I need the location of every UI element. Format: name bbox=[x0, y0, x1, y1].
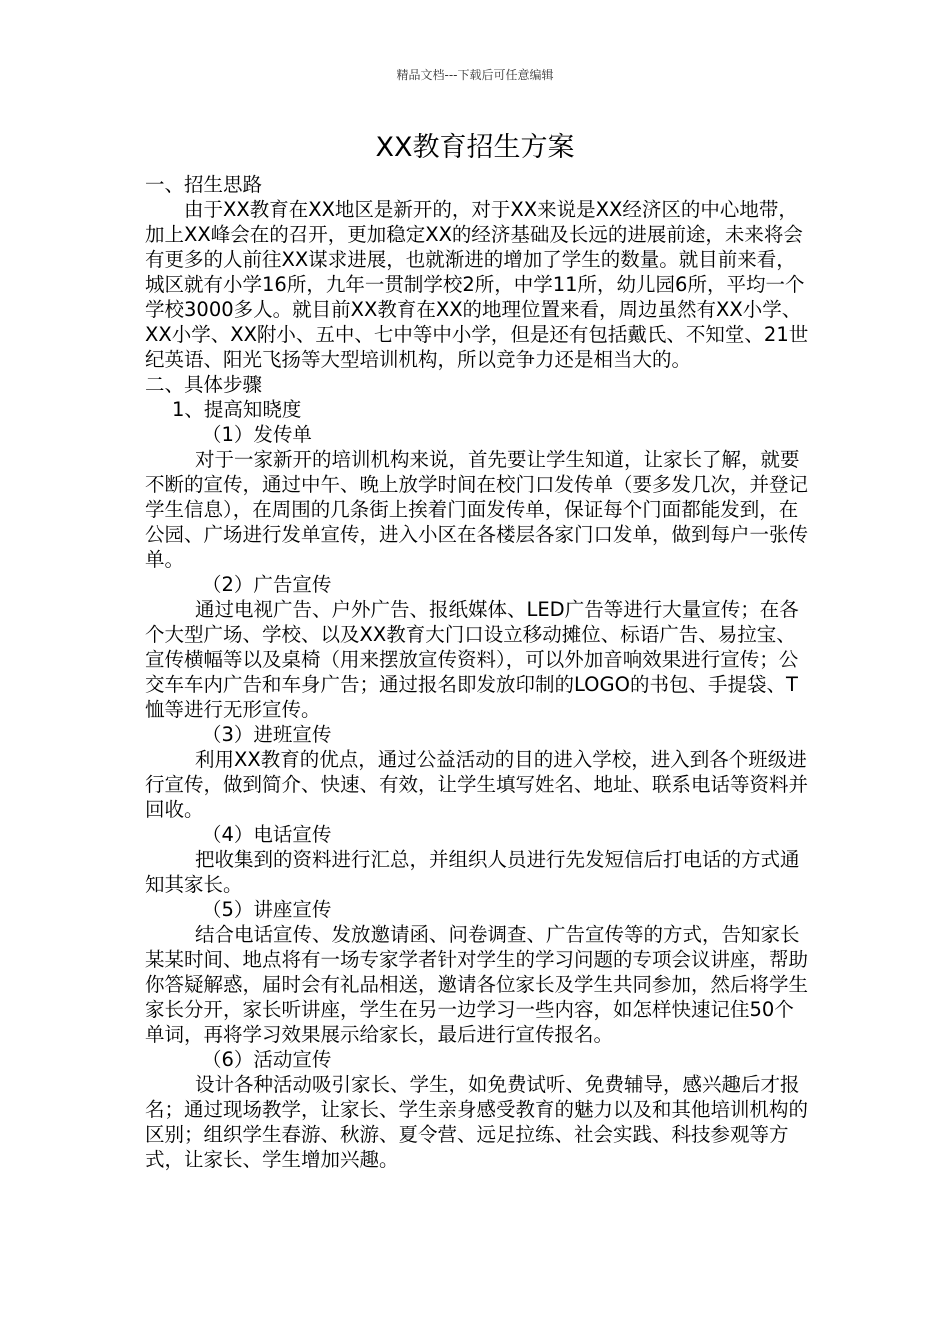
item-paragraph: 利用XX教育的优点，通过公益活动的目的进入学校，进入到各个班级进行宣传，做到简介、快速、有效，让学生填写姓名、地址、联系电话等资料并回收。 bbox=[145, 748, 809, 821]
section-heading-2: 二、具体步骤 bbox=[145, 373, 263, 396]
item-heading: （3）进班宣传 bbox=[202, 723, 332, 746]
document-title: XX教育招生方案 bbox=[375, 132, 575, 163]
item-paragraph: 结合电话宣传、发放邀请函、问卷调查、广告宣传等的方式，告知家长某某时间、地点将有一场专家学者针对学生的学习问题的专项会议讲座，帮助你答疑解惑，届时会有礼品相送，邀请各位家长及学生共同参加，然后将学生家长分开，家长听讲座，学生在另一边学习一些内容，如怎样快速记住50个单词，再将学习效果展示给家长，最后进行宣传报名。 bbox=[145, 923, 809, 1046]
item-paragraph: 设计各种活动吸引家长、学生，如免费试听、免费辅导，感兴趣后才报名；通过现场教学，让家长、学生亲身感受教育的魅力以及和其他培训机构的区别；组织学生春游、秋游、夏令营、远足拉练、社会实践、科技参观等方式，让家长、学生增加兴趣。 bbox=[145, 1073, 809, 1171]
section-1-paragraph: 由于XX教育在XX地区是新开的，对于XX来说是XX经济区的中心地带，加上XX峰会在的召开，更加稳定XX的经济基础及长远的进展前途，未来将会有更多的人前往XX谋求进展，也就渐进的增加了学生的数量。就目前来看，城区就有小学16所，九年一贯制学校2所，中学11所，幼儿园6所，平均一个学校3000多人。就目前XX教育在XX的地理位置来看，周边虽然有XX小学、XX小学、XX附小、五中、七中等中小学，但是还有包括戴氏、不知堂、21世纪英语、阳光飞扬等大型培训机构，所以竞争力还是相当大的。 bbox=[145, 198, 809, 371]
item-paragraph: 对于一家新开的培训机构来说，首先要让学生知道，让家长了解，就要不断的宣传，通过中午、晚上放学时间在校门口发传单（要多发几次，并登记学生信息），在周围的几条街上挨着门面发传单，保证每个门面都能发到，在公园、广场进行发单宣传，进入小区在各楼层各家门口发单，做到每户一张传单。 bbox=[145, 448, 809, 571]
page-header-note: 精品文档---下载后可任意编辑 bbox=[396, 68, 554, 82]
item-heading: （5）讲座宣传 bbox=[202, 898, 332, 921]
item-paragraph: 把收集到的资料进行汇总，并组织人员进行先发短信后打电话的方式通知其家长。 bbox=[145, 848, 800, 896]
subsection-heading-1: 1、提高知晓度 bbox=[172, 398, 302, 421]
item-heading: （2）广告宣传 bbox=[202, 573, 332, 596]
item-heading: （1）发传单 bbox=[202, 423, 312, 446]
item-heading: （6）活动宣传 bbox=[202, 1048, 332, 1071]
section-heading-1: 一、招生思路 bbox=[145, 173, 263, 196]
document-body bbox=[145, 172, 810, 1172]
item-paragraph: 通过电视广告、户外广告、报纸媒体、LED广告等进行大量宣传；在各个大型广场、学校、以及XX教育大门口设立移动摊位、标语广告、易拉宝、宣传横幅等以及桌椅（用来摆放宣传资料），可以外加音响效果进行宣传；公交车车内广告和车身广告；通过报名即发放印制的LOGO的书包、手提袋、T恤等进行无形宣传。 bbox=[145, 598, 799, 721]
item-heading: （4）电话宣传 bbox=[202, 823, 332, 846]
